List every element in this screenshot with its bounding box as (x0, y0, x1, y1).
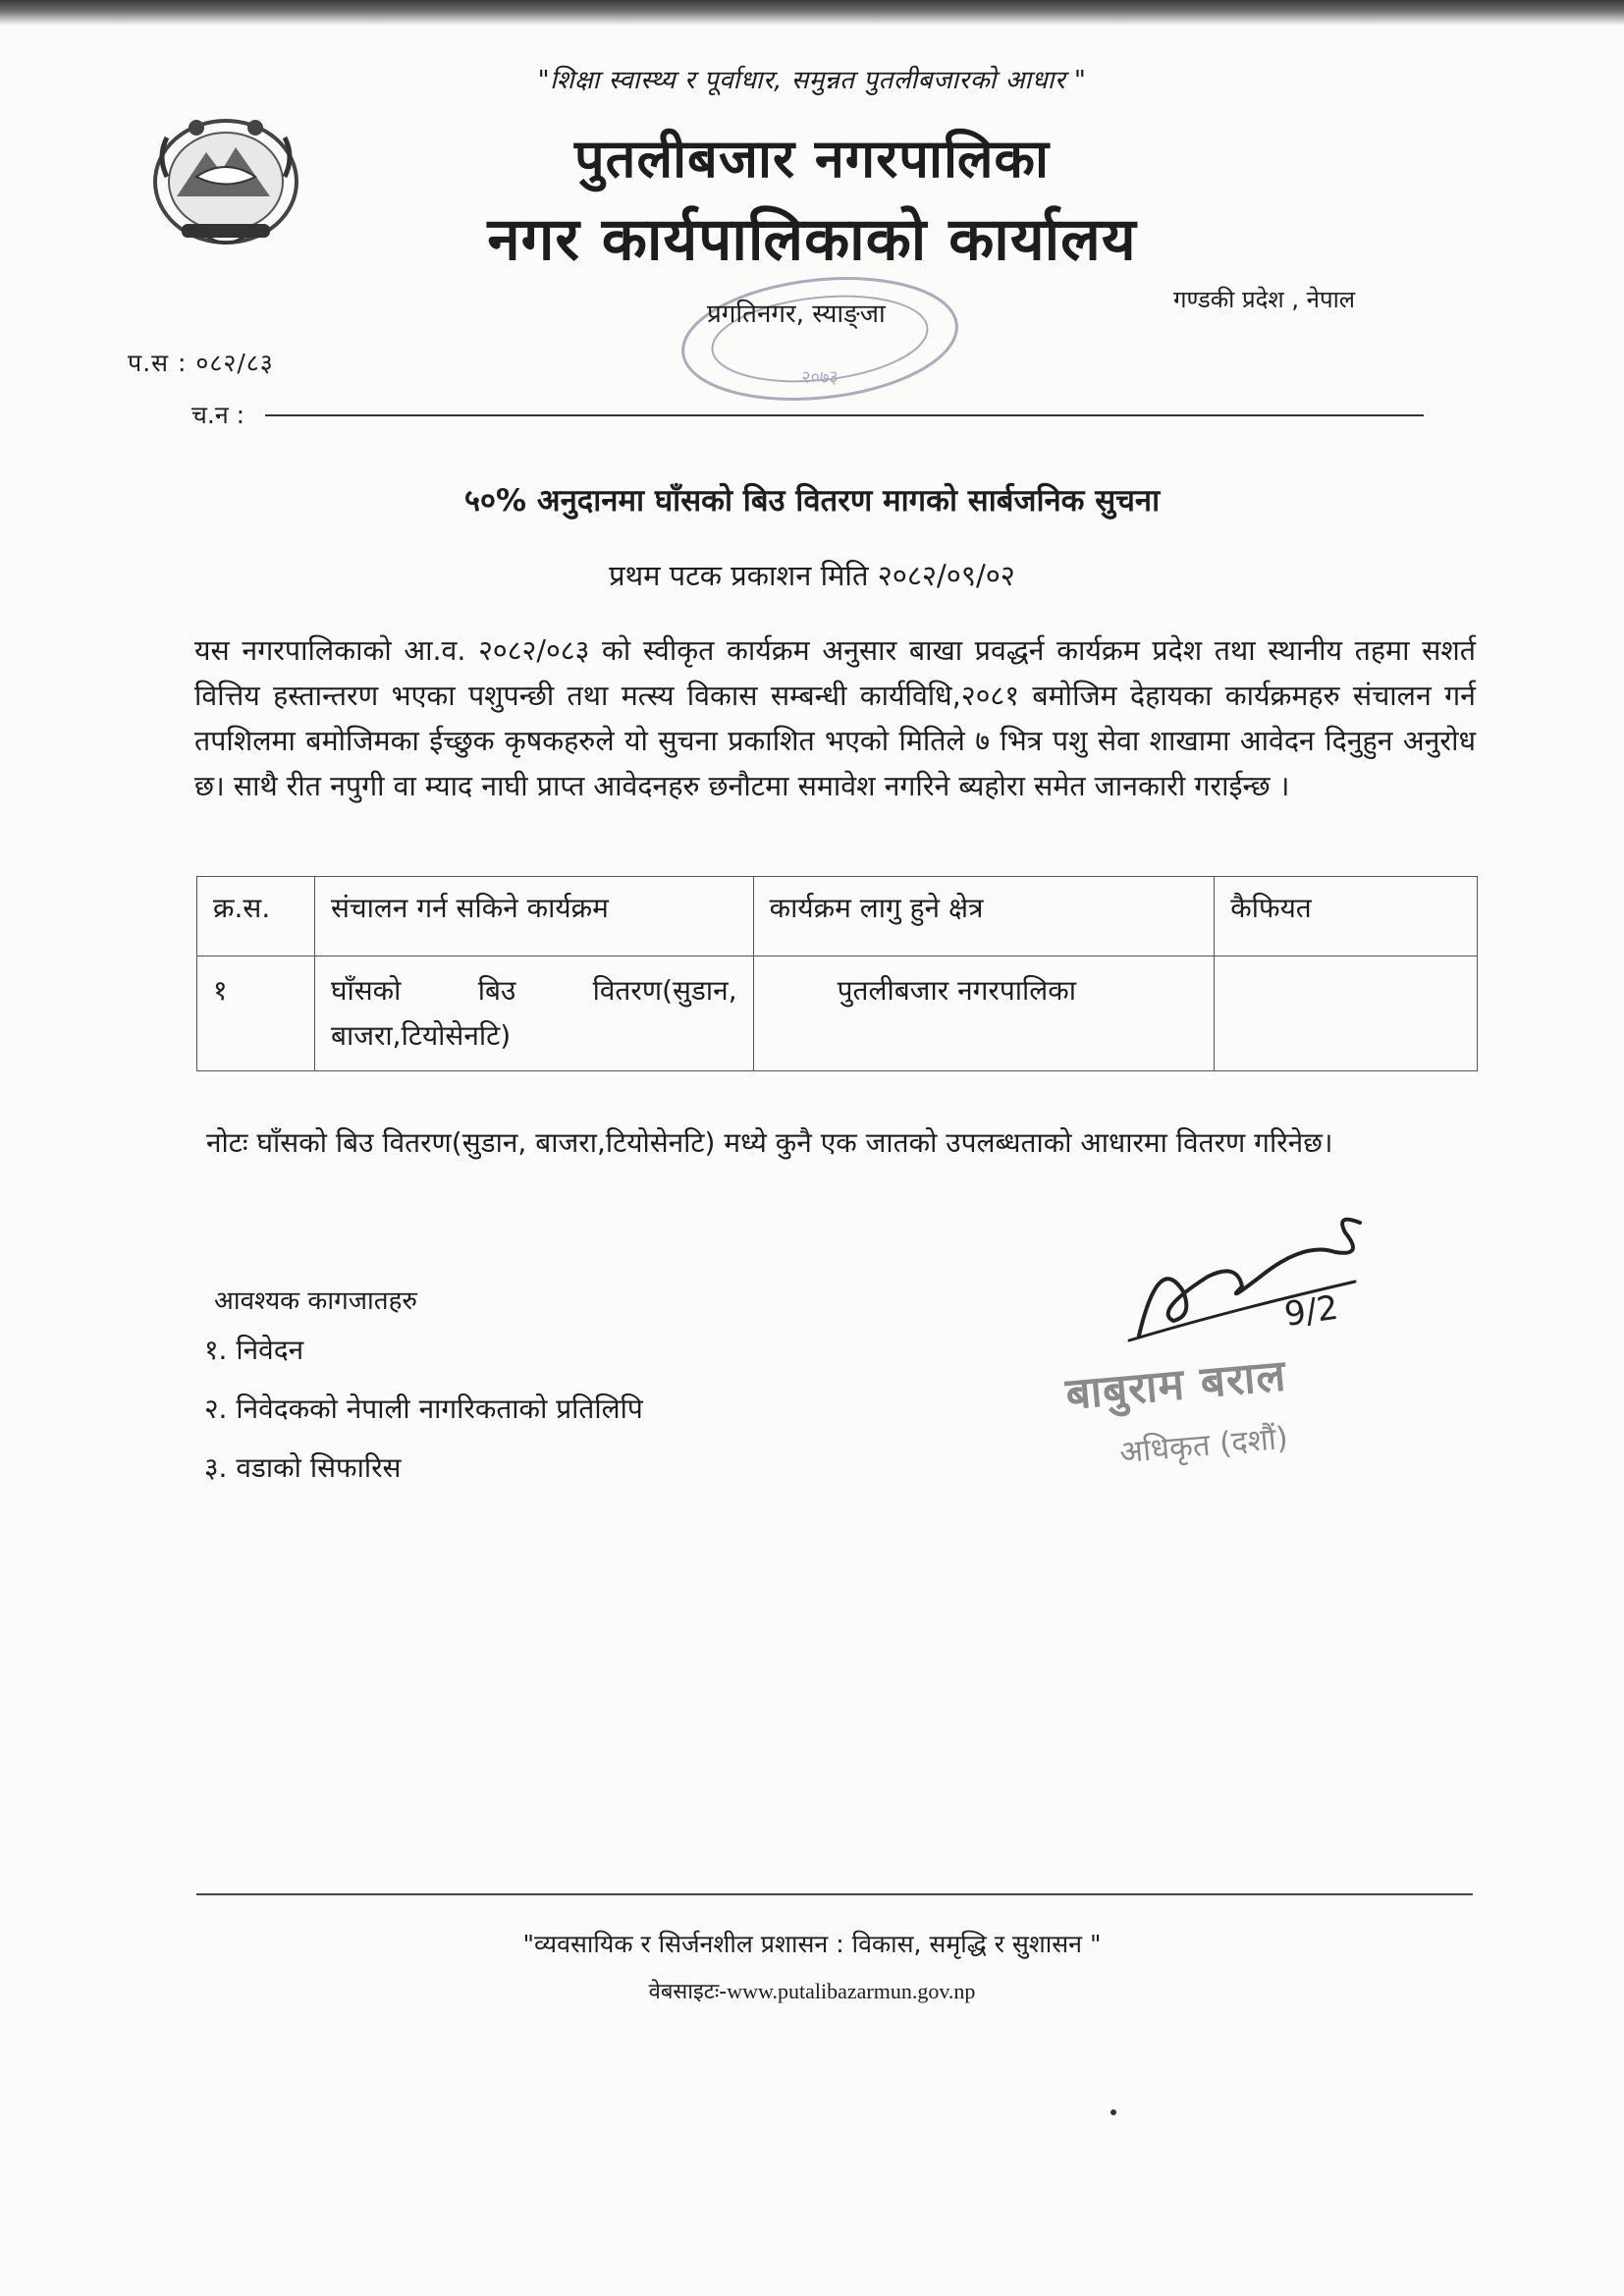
document-item: १. निवेदन (204, 1334, 304, 1366)
cell-program: घाँसको बिउ वितरण(सुडान, बाजरा,टियोसेनटि) (314, 957, 753, 1071)
office-name: नगर कार्यपालिकाको कार्यालय (487, 205, 1137, 274)
notice-heading: ५०% अनुदानमा घाँसको बिउ वितरण मागको सार्बजनिक सुचना (463, 483, 1161, 519)
letter-number-label: प.स : (128, 349, 188, 377)
dispatch-number-label: च.न : (191, 401, 245, 429)
cell-area: पुतलीबजार नगरपालिका (753, 957, 1215, 1071)
municipality-name: पुतलीबजार नगरपालिका (574, 128, 1050, 190)
table-header-row (197, 877, 1478, 957)
header-motto: "शिक्षा स्वास्थ्य र पूर्वाधार, समुन्नत पुतलीबजारको आधार " (537, 66, 1087, 95)
office-stamp (668, 270, 972, 408)
document-item: २. निवेदकको नेपाली नागरिकताको प्रतिलिपि (204, 1393, 643, 1425)
footer-motto: "व्यवसायिक र सिर्जनशील प्रशासन : विकास, समृद्धि र सुशासन " (522, 1930, 1102, 1958)
cell-remarks (1215, 957, 1478, 1071)
website-url: www.putalibazarmun.gov.np (727, 1979, 976, 2003)
notice-body: यस नगरपालिकाको आ.व. २०८२/०८३ को स्वीकृत कार्यक्रम अनुसार बाखा प्रवद्धर्न कार्यक्रम प्रदेश तथा स्थानीय तहमा सशर्त वित्तिय हस्तान्तरण भएका पशुपन्छी तथा मत्स्य विकास सम्बन्धी कार्यविधि,२०८१ बमोजिम देहायका कार्यक्रमहरु संचालन गर्न तपशिलमा बमोजिमका ईच्छुक कृषकहरुले यो सुचना प्रकाशित भएको मितिले ७ भित्र पशु सेवा शाखामा आवेदन दिनुहुन अनुरोध छ। साथै रीत नपुगी वा म्याद नाघी प्राप्त आवेदनहरु छनौटमा समावेश नगरिने ब्यहोरा समेत जानकारी गराईन्छ । (194, 634, 1476, 802)
signatory-title: अधिकृत (दशौं) (1117, 1420, 1290, 1471)
office-province: गण्डकी प्रदेश , नेपाल (1173, 286, 1356, 313)
scan-edge (0, 0, 1624, 26)
table-row (197, 957, 1478, 1071)
office-address: प्रगतिनगर, स्याङ्जा (707, 300, 886, 329)
letter-number-value: ०८२/८३ (195, 349, 274, 377)
handwritten-signature (1011, 1193, 1424, 1370)
document-item: ३. वडाको सिफारिस (204, 1451, 402, 1484)
column-header-serial: क्र.स. (197, 877, 315, 957)
column-header-area: कार्यक्रम लागु हुने क्षेत्र (753, 877, 1215, 957)
distribution-note: नोटः घाँसको बिउ वितरण(सुडान, बाजरा,टियोसेनटि) मध्ये कुनै एक जातको उपलब्धताको आधारमा वितरण गरिनेछ। (206, 1126, 1333, 1159)
scan-speck (1110, 2109, 1116, 2115)
stamp-year: २०७३ (801, 367, 839, 388)
header-divider (265, 414, 1424, 416)
cell-serial: १ (197, 957, 315, 1071)
signature-mark: 9/2 (1281, 1287, 1341, 1335)
signatory-name: बाबुराम बराल (1063, 1350, 1289, 1420)
program-table (196, 876, 1478, 1071)
website-label: वेबसाइटः- (648, 1980, 728, 2004)
publication-date: प्रथम पटक प्रकाशन मिति २०८२/०९/०२ (609, 559, 1015, 592)
letter-number (128, 346, 274, 379)
required-documents-heading: आवश्यक कागजातहरु (214, 1286, 417, 1316)
column-header-remarks: कैफियत (1215, 877, 1478, 957)
website-line (0, 1976, 1624, 2005)
column-header-program: संचालन गर्न सकिने कार्यक्रम (314, 877, 753, 957)
footer-divider (196, 1893, 1473, 1895)
